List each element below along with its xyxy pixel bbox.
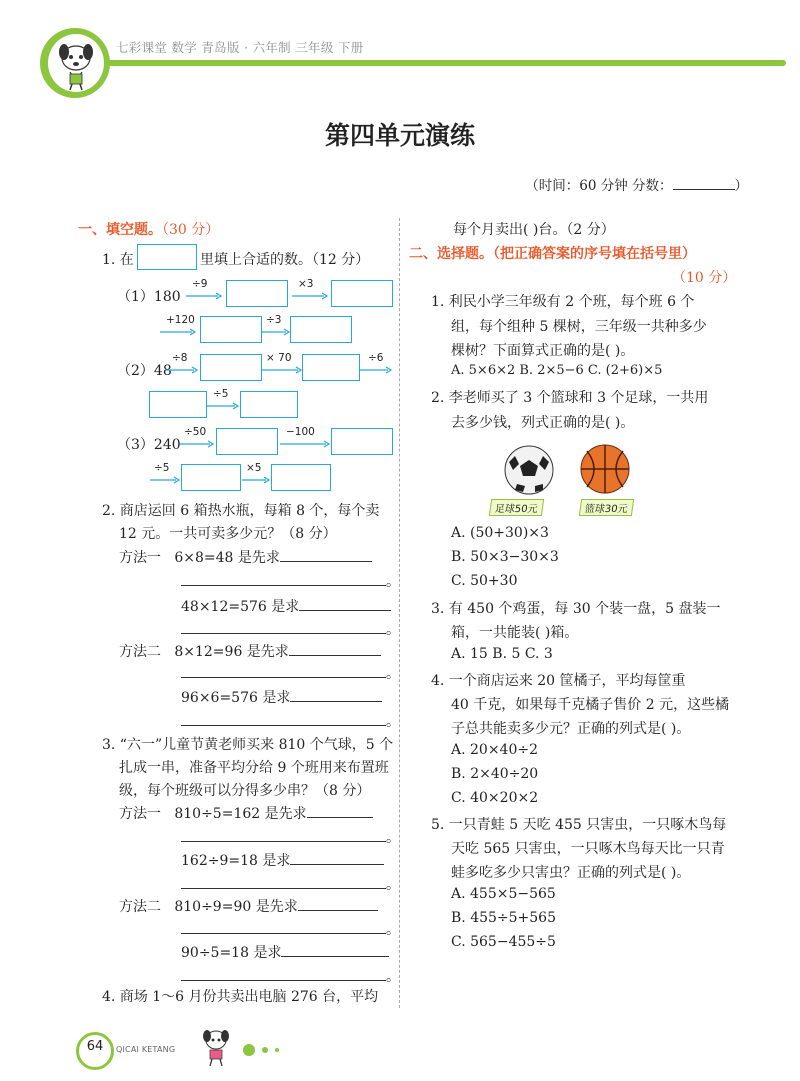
footer-brand: QICAI KETANG	[116, 1045, 176, 1054]
s1-q3-line1: 3. “六一”儿童节黄老师买来 810 个气球，5 个	[102, 737, 394, 753]
s1-q3-m1-row1	[119, 803, 373, 823]
s1-q3-line2: 扎成一串，准备平均分给 9 个班用来布置班	[119, 760, 389, 776]
dog-mascot-icon	[196, 1024, 236, 1068]
answer-blank[interactable]	[181, 571, 386, 586]
s1-q2-m2-row2b	[181, 711, 400, 731]
q1a-label: （1）180	[117, 289, 181, 305]
period: 。	[386, 922, 400, 938]
answer-blank[interactable]	[281, 942, 389, 957]
q1a-op4: ÷3	[266, 314, 282, 326]
s2-q2-optB: B. 50×3−30×3	[451, 549, 559, 565]
q1c-box1[interactable]	[216, 428, 278, 455]
arrow-right-icon	[262, 366, 302, 374]
s2-q2-optA: A. (50+30)×3	[451, 525, 549, 541]
q1c-op4: ×5	[246, 462, 262, 474]
answer-blank[interactable]	[181, 827, 386, 842]
s1-q3-m2-row2b	[181, 966, 400, 986]
arrow-right-icon	[166, 366, 198, 374]
mascot-logo	[48, 34, 104, 92]
page-number: 64	[86, 1039, 104, 1054]
s1-q2-m1-a: 6×8=48 是先求	[174, 550, 280, 566]
q1c-label: （3）240	[117, 437, 181, 453]
s1-q2-m2-b: 96×6=576 是求	[181, 690, 291, 706]
s2-q4-line3: 子总共能卖多少元？正确的列式是( )。	[451, 721, 691, 737]
s1-q3-m1-row1b	[181, 827, 400, 847]
s1-q2-m2-row1	[119, 641, 381, 661]
s1-q3-m2-b: 90÷5=18 是求	[181, 945, 282, 961]
s1-q2-m2-a: 8×12=96 是先求	[174, 644, 289, 660]
s2-q4-optA: A. 20×40÷2	[451, 742, 539, 758]
s1-q3-m1-row2b	[181, 874, 400, 894]
section1-title: 一、填空题。	[78, 222, 162, 238]
q1b-label: （2）48	[117, 363, 172, 379]
arrow-right-icon	[242, 476, 270, 484]
s1-q3-m2-row2	[181, 942, 389, 962]
arrow-right-icon	[180, 440, 214, 448]
answer-blank[interactable]	[299, 596, 391, 611]
q1a-box1[interactable]	[226, 280, 288, 307]
s2-q1-line1: 1. 利民小学三年级有 2 个班，每个班 6 个	[431, 294, 695, 310]
s2-q4-line1: 4. 一个商店运来 20 筐橘子，平均每筐重	[431, 673, 686, 689]
arrow-right-icon	[160, 328, 196, 336]
q1a-op2: ×3	[298, 278, 314, 290]
time-score-line	[525, 174, 748, 194]
period: 。	[386, 622, 400, 638]
basketball-icon	[579, 443, 631, 495]
answer-blank[interactable]	[280, 547, 372, 562]
answer-blank[interactable]	[298, 896, 378, 911]
s2-q4-line2: 40 千克，如果每千克橘子售价 2 元，这些橘	[451, 697, 730, 713]
q1b-box1[interactable]	[200, 354, 262, 381]
answer-blank[interactable]	[290, 687, 382, 702]
s2-q5-line2: 天吃 565 只害虫，一只啄木鸟每天比一只青	[451, 841, 725, 857]
s1-q3-m1-b: 162÷9=18 是求	[181, 853, 291, 869]
soccer-ball-icon	[503, 444, 555, 496]
answer-blank[interactable]	[181, 874, 386, 889]
time-score-end: ）	[734, 178, 748, 194]
decor-dot-large	[243, 1044, 255, 1056]
q1b-box2[interactable]	[302, 354, 360, 381]
s1-q2-m1-row1	[119, 547, 372, 567]
s1-q3-line3: 级，每个班级可以分得多少串？（8 分）	[119, 783, 371, 799]
time-score-text: （时间：60 分钟 分数：	[525, 178, 673, 194]
s1-q3-m2-row1b	[181, 919, 400, 939]
answer-blank[interactable]	[181, 711, 386, 726]
period: 。	[386, 969, 400, 985]
section2-heading: 二、选择题。（把正确答案的序号填在括号里）	[409, 246, 696, 262]
s2-q1-options: A. 5×6×2 B. 2×5−6 C. (2+6)×5	[451, 363, 663, 378]
s2-q3-line1: 3. 有 450 个鸡蛋，每 30 个装一盘，5 盘装一	[431, 601, 721, 617]
s2-q5-line3: 蛙多吃多少只害虫？正确的列式是( )。	[451, 865, 691, 881]
s2-q5-line1: 5. 一只青蛙 5 天吃 455 只害虫，一只啄木鸟每	[431, 817, 727, 833]
s1-q2-m1-b: 48×12=576 是求	[181, 599, 300, 615]
arrow-right-icon	[292, 292, 328, 300]
answer-blank[interactable]	[181, 919, 386, 934]
s1-q2-m2-row1b	[181, 663, 400, 683]
decor-dot-small	[275, 1048, 279, 1052]
q1c-box3[interactable]	[181, 464, 241, 491]
q1b-op2: × 70	[266, 352, 292, 364]
answer-blank[interactable]	[181, 663, 386, 678]
s1-q2-m1-label: 方法一	[119, 550, 161, 566]
section2-points: （10 分）	[672, 270, 737, 286]
period: 。	[386, 714, 400, 730]
s1-q3-m2-row1	[119, 896, 378, 916]
q1c-box2[interactable]	[331, 428, 393, 455]
q1a-box4[interactable]	[290, 316, 352, 343]
decor-dot-medium	[262, 1047, 268, 1053]
s2-q1-line2: 组，每个组种 5 棵树，三年级一共种多少	[451, 319, 707, 335]
period: 。	[386, 830, 400, 846]
s1-q3-m2-label: 方法二	[119, 899, 161, 915]
q1a-op1: ÷9	[192, 278, 208, 290]
arrow-right-icon	[207, 402, 239, 410]
s1-q2-line2: 12 元。一共可卖多少元？（8 分）	[119, 526, 337, 542]
s2-q5-optA: A. 455×5−565	[451, 886, 556, 902]
period: 。	[386, 877, 400, 893]
q1a-box2[interactable]	[331, 280, 393, 307]
section1-points: （30 分）	[162, 222, 220, 238]
arrow-right-icon	[262, 328, 290, 336]
q1c-op1: ÷50	[184, 426, 207, 438]
s1-q2-line1: 2. 商店运回 6 箱热水瓶，每箱 8 个，每个卖	[102, 503, 380, 519]
s1-q1-suffix: 里填上合适的数。（12 分）	[200, 252, 370, 268]
period: 。	[386, 574, 400, 590]
period: 。	[386, 666, 400, 682]
q1b-op4: ÷5	[213, 388, 229, 400]
dog-mascot-icon	[48, 34, 104, 92]
s2-q2-line2: 去多少钱，列式正确的是( )。	[451, 415, 635, 431]
answer-blank[interactable]	[307, 803, 373, 818]
s1-q3-m2-a: 810÷9=90 是先求	[174, 899, 298, 915]
soccer-price-label: 足球50元	[489, 499, 544, 516]
answer-blank[interactable]	[181, 966, 386, 981]
q1-example-box	[137, 244, 197, 270]
arrow-right-icon	[360, 366, 392, 374]
answer-blank[interactable]	[181, 619, 386, 634]
q1a-box3[interactable]	[200, 316, 262, 343]
s2-q2-line1: 2. 李老师买了 3 个篮球和 3 个足球，一共用	[431, 390, 709, 406]
s1-q2-m2-label: 方法二	[119, 644, 161, 660]
basketball-price-label: 篮球30元	[579, 499, 634, 516]
s2-q3-line2: 箱，一共能装( )箱。	[451, 625, 579, 641]
s1-q1-prefix: 1. 在	[102, 252, 134, 268]
q1a-op3: +120	[166, 314, 195, 326]
s2-q4-optB: B. 2×40÷20	[451, 766, 539, 782]
header-brand-line: 七彩课堂 数学 青岛版 · 六年制 三年级 下册	[116, 40, 364, 55]
q1b-box3[interactable]	[149, 391, 207, 418]
answer-blank[interactable]	[289, 641, 381, 656]
q1b-op3: ÷6	[368, 352, 384, 364]
q1b-op1: ÷8	[172, 352, 188, 364]
q1c-box4[interactable]	[271, 464, 331, 491]
s2-q2-optC: C. 50+30	[451, 573, 518, 589]
q1c-op3: ÷5	[154, 462, 170, 474]
s2-q4-optC: C. 40×20×2	[451, 790, 539, 806]
q1b-box4[interactable]	[240, 391, 298, 418]
s1-q3-m1-label: 方法一	[119, 806, 161, 822]
s1-q2-m1-row1b	[181, 571, 400, 591]
q1c-op2: −100	[286, 426, 315, 438]
s1-q3-m1-a: 810÷5=162 是先求	[174, 806, 307, 822]
s2-q5-optB: B. 455÷5+565	[451, 910, 556, 926]
page-title: 第四单元演练	[324, 121, 475, 150]
s2-q1-line3: 棵树？下面算式正确的是( )。	[451, 343, 635, 359]
s1-q2-m1-row2b	[181, 619, 400, 639]
arrow-right-icon	[280, 440, 330, 448]
arrow-right-icon	[186, 292, 222, 300]
s1-q4-line1: 4. 商场 1～6 月份共卖出电脑 276 台，平均	[102, 989, 379, 1005]
s1-q3-m1-row2	[181, 850, 384, 870]
arrow-right-icon	[150, 476, 180, 484]
s1-q4-line2: 每个月卖出( )台。（2 分）	[453, 222, 615, 238]
score-blank[interactable]	[673, 177, 735, 190]
section1-heading	[78, 219, 219, 239]
s2-q3-options: A. 15 B. 5 C. 3	[451, 646, 553, 662]
header-bar	[70, 60, 786, 66]
s2-q5-optC: C. 565−455÷5	[451, 934, 556, 950]
s1-q2-m2-row2	[181, 687, 382, 707]
answer-blank[interactable]	[290, 850, 384, 865]
s1-q2-m1-row2	[181, 596, 391, 616]
